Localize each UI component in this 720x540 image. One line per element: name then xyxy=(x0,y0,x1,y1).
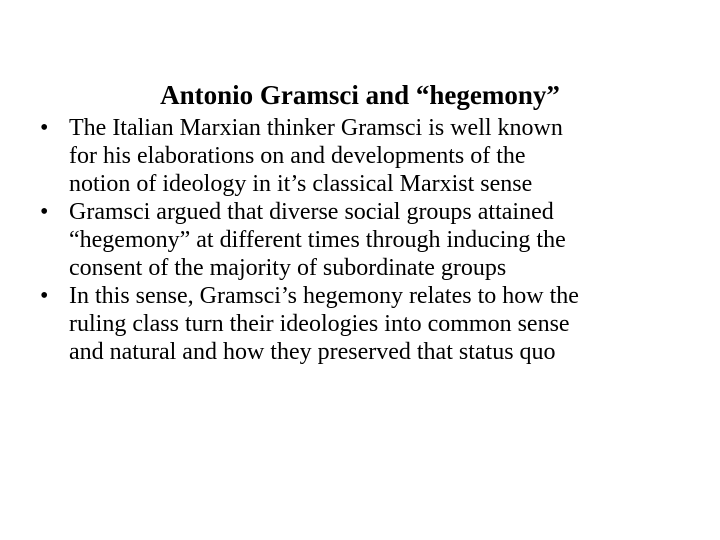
bullet-list xyxy=(40,114,700,366)
bullet-3-line-2: ruling class turn their ideologies into common sense xyxy=(69,311,570,337)
slide-title: Antonio Gramsci and “hegemony” xyxy=(160,80,560,110)
bullet-1-line-1: The Italian Marxian thinker Gramsci is well known xyxy=(69,115,563,141)
bullet-mark: • xyxy=(40,199,49,225)
bullet-3-line-3: and natural and how they preserved that status quo xyxy=(69,339,556,365)
bullet-mark: • xyxy=(40,115,49,141)
bullet-3-line-1: In this sense, Gramsci’s hegemony relates to how the xyxy=(69,283,579,309)
bullet-2-line-1: Gramsci argued that diverse social groups attained xyxy=(69,199,554,225)
bullet-1-line-3: notion of ideology in it’s classical Marxist sense xyxy=(69,171,533,197)
bullet-2-line-3: consent of the majority of subordinate groups xyxy=(69,255,507,281)
bullet-1-line-2: for his elaborations on and developments of the xyxy=(69,143,526,169)
bullet-item-1 xyxy=(40,114,700,198)
bullet-item-3 xyxy=(40,282,700,366)
bullet-item-2 xyxy=(40,198,700,282)
bullet-2-line-2: “hegemony” at different times through inducing the xyxy=(69,227,566,253)
bullet-mark: • xyxy=(40,283,49,309)
